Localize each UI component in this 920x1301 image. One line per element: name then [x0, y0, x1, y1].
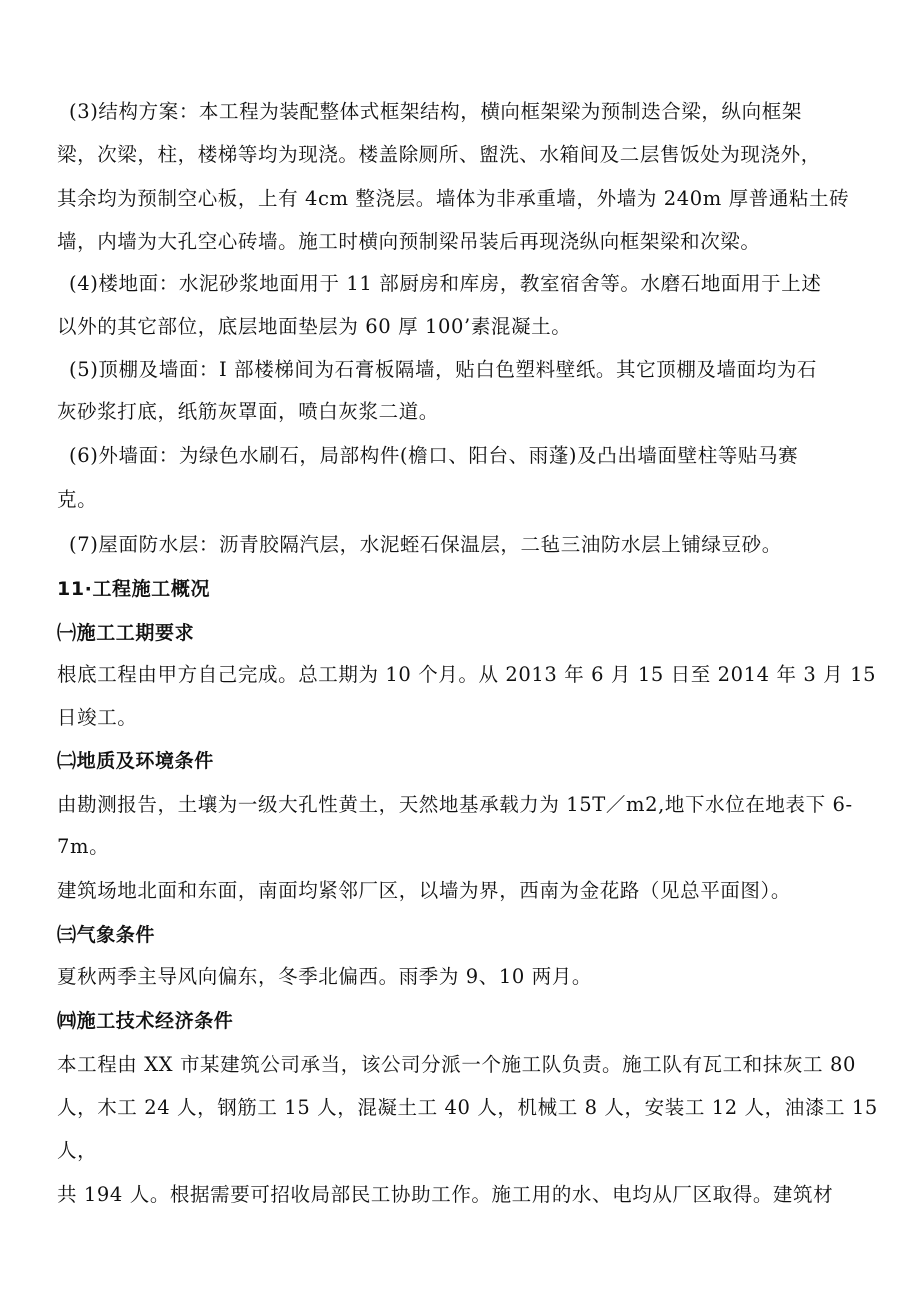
paragraph-ceiling-wall-line-1: (5)顶棚及墙面：I 部楼梯间为石膏板隔墙，贴白色塑料壁纸。其它顶棚及墙面均为石 — [69, 358, 818, 381]
paragraph-workforce-line-1: 本工程由 XX 市某建筑公司承当，该公司分派一个施工队负责。施工队有瓦工和抹灰工 80 — [57, 1053, 856, 1076]
paragraph-workforce-line-4: 共 194 人。根据需要可招收局部民工协助工作。施工用的水、电均从厂区取得。建筑材 — [57, 1183, 834, 1206]
paragraph-workforce-line-2: 人，木工 24 人，钢筋工 15 人，混凝土工 40 人，机械工 8 人，安装工 12 人，油漆工 15 — [57, 1096, 878, 1119]
paragraph-ceiling-wall-line-2: 灰砂浆打底，纸筋灰罩面，喷白灰浆二道。 — [57, 400, 439, 423]
subsection-title-schedule: ㈠施工工期要求 — [57, 622, 195, 644]
paragraph-geology-line-2: 7m。 — [57, 835, 110, 858]
paragraph-structure-scheme-line-1: (3)结构方案：本工程为装配整体式框架结构，横向框架梁为预制迭合梁，纵向框架 — [69, 100, 802, 123]
paragraph-site-location: 建筑场地北面和东面，南面均紧邻厂区，以墙为界，西南为金花路（见总平面图）。 — [57, 879, 791, 902]
paragraph-floor-line-1: (4)楼地面：水泥砂浆地面用于 11 部厨房和库房，教室宿舍等。水磨石地面用于上述 — [69, 272, 822, 295]
paragraph-floor-line-2: 以外的其它部位，底层地面垫层为 60 厚 100’素混凝土。 — [57, 315, 572, 338]
subsection-title-weather: ㈢气象条件 — [57, 924, 156, 946]
paragraph-structure-scheme-line-3: 其余均为预制空心板，上有 4cm 整浇层。墙体为非承重墙，外墙为 240m 厚普通粘土砖 — [57, 187, 850, 210]
subsection-title-geology: ㈡地质及环境条件 — [57, 750, 214, 772]
paragraph-structure-scheme-line-4: 墙，内墙为大孔空心砖墙。施工时横向预制梁吊装后再现浇纵向框架梁和次梁。 — [57, 230, 761, 253]
paragraph-roof-waterproof: (7)屋面防水层：沥青胶隔汽层，水泥蛭石保温层，二毡三油防水层上铺绿豆砂。 — [69, 533, 782, 556]
paragraph-geology-line-1: 由勘测报告，土壤为一级大孔性黄土，天然地基承载力为 15T／m2,地下水位在地表下 6- — [57, 793, 853, 816]
paragraph-weather: 夏秋两季主导风向偏东，冬季北偏西。雨季为 9、10 两月。 — [57, 965, 593, 988]
paragraph-exterior-wall-line-2: 克。 — [57, 488, 98, 511]
paragraph-exterior-wall-line-1: (6)外墙面：为绿色水刷石，局部构件(檐口、阳台、雨蓬)及凸出墙面壁柱等贴马赛 — [69, 444, 799, 467]
paragraph-schedule-line-1: 根底工程由甲方自己完成。总工期为 10 个月。从 2013 年 6 月 15 日至 2014 年 3 月 15 — [57, 663, 877, 686]
paragraph-schedule-line-2: 日竣工。 — [57, 706, 138, 729]
subsection-title-technical-economic: ㈣施工技术经济条件 — [57, 1010, 234, 1032]
section-title-construction-overview: 11·工程施工概况 — [57, 578, 211, 600]
paragraph-structure-scheme-line-2: 梁，次梁，柱，楼梯等均为现浇。楼盖除厕所、盥洗、水箱间及二层售饭处为现浇外， — [57, 143, 821, 166]
paragraph-workforce-line-3: 人， — [57, 1139, 98, 1162]
